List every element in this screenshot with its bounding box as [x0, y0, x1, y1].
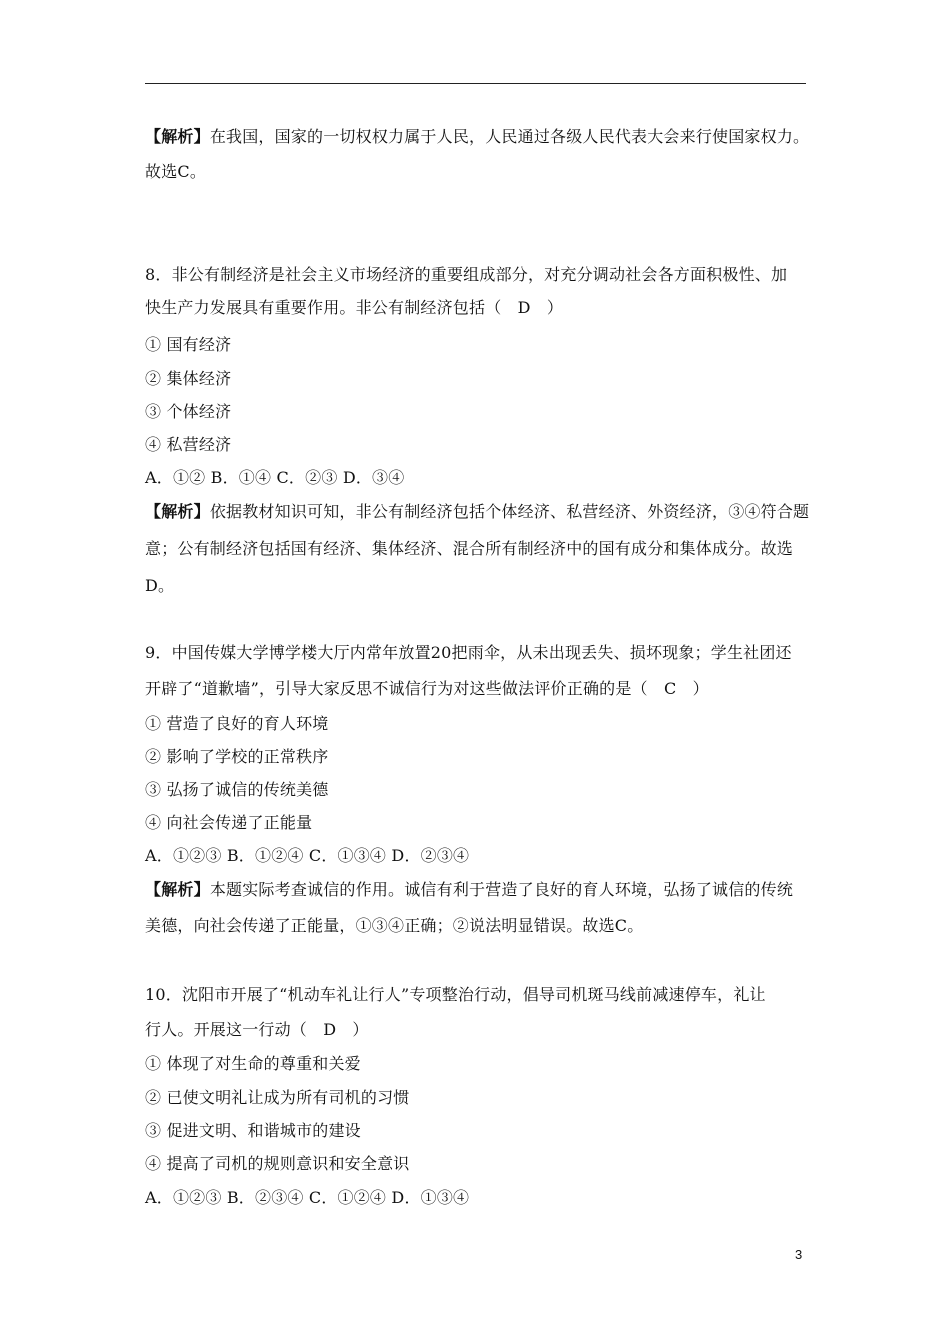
prev-analysis-line-1: 【解析】在我国，国家的一切权权力属于人民，人民通过各级人民代表大会来行使国家权力。 [145, 127, 810, 146]
analysis-tag: 【解析】 [145, 127, 210, 146]
q10-option-2: ② 已使文明礼让成为所有司机的习惯 [145, 1088, 410, 1107]
q8-option-4: ④ 私营经济 [145, 435, 232, 454]
q10-choices: A．①②③ B．②③④ C．①②④ D．①③④ [145, 1188, 470, 1207]
q8-stem-line-1: 8．非公有制经济是社会主义市场经济的重要组成部分，对充分调动社会各方面积极性、加 [145, 265, 788, 284]
q9-analysis-line-1: 【解析】本题实际考查诚信的作用。诚信有利于营造了良好的育人环境，弘扬了诚信的传统 [145, 880, 794, 899]
q10-option-4: ④ 提高了司机的规则意识和安全意识 [145, 1154, 410, 1173]
q9-option-4: ④ 向社会传递了正能量 [145, 813, 313, 832]
q10-stem-line-2: 行人。开展这一行动（ D ） [145, 1020, 369, 1039]
q8-analysis-line-1: 【解析】依据教材知识可知，非公有制经济包括个体经济、私营经济、外资经济，③④符合题 [145, 502, 810, 521]
prev-analysis-line-2: 故选C。 [145, 162, 207, 181]
q9-option-2: ② 影响了学校的正常秩序 [145, 747, 329, 766]
q9-option-1: ① 营造了良好的育人环境 [145, 714, 329, 733]
q8-stem-line-2: 快生产力发展具有重要作用。非公有制经济包括（ D ） [145, 298, 564, 317]
q9-option-3: ③ 弘扬了诚信的传统美德 [145, 780, 329, 799]
q9-stem-line-1: 9．中国传媒大学博学楼大厅内常年放置20把雨伞，从未出现丢失、损坏现象；学生社团还 [145, 643, 792, 662]
header-rule [145, 83, 806, 84]
q9-choices: A．①②③ B．①②④ C．①③④ D．②③④ [145, 846, 470, 865]
analysis-tag: 【解析】 [145, 880, 210, 899]
q10-option-1: ① 体现了对生命的尊重和关爱 [145, 1054, 361, 1073]
q9-stem-line-2: 开辟了“道歉墙”，引导大家反思不诚信行为对这些做法评价正确的是（ C ） [145, 679, 709, 698]
q8-option-3: ③ 个体经济 [145, 402, 232, 421]
q8-option-1: ① 国有经济 [145, 335, 232, 354]
q10-stem-line-1: 10．沈阳市开展了“机动车礼让行人”专项整治行动，倡导司机斑马线前减速停车，礼让 [145, 985, 766, 1004]
q8-option-2: ② 集体经济 [145, 369, 232, 388]
analysis-tag: 【解析】 [145, 502, 210, 521]
page-number: 3 [795, 1247, 803, 1262]
q8-analysis-line-3: D。 [145, 576, 175, 595]
q10-option-3: ③ 促进文明、和谐城市的建设 [145, 1121, 361, 1140]
q8-analysis-line-2: 意；公有制经济包括国有经济、集体经济、混合所有制经济中的国有成分和集体成分。故选 [145, 539, 794, 558]
q9-analysis-line-2: 美德，向社会传递了正能量，①③④正确；②说法明显错误。故选C。 [145, 916, 644, 935]
q8-choices: A．①② B．①④ C．②③ D．③④ [145, 468, 405, 487]
